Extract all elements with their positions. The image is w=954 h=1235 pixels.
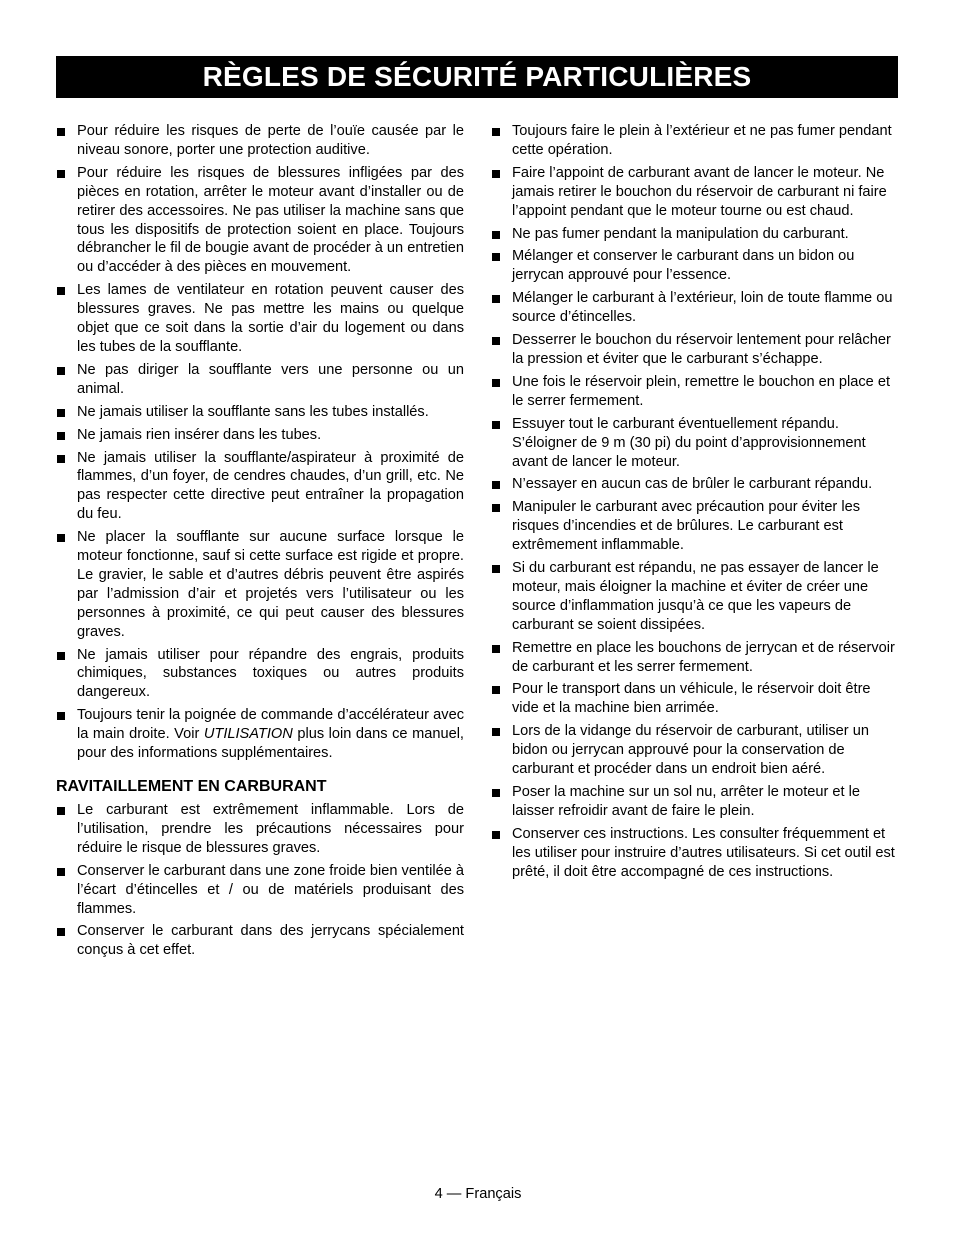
bullet-square-icon: [492, 831, 500, 839]
list-item-text: Manipuler le carburant avec précaution pour éviter les risques d’incendies et de brûlures. Le carburant est extrêmement inflammable.: [512, 499, 861, 554]
bullet-square-icon: [57, 287, 65, 295]
bullet-square-icon: [492, 295, 500, 303]
list-item: [491, 164, 898, 221]
section-heading-refueling: RAVITAILLEMENT EN CARBURANT: [56, 778, 327, 795]
list-item: [56, 426, 464, 445]
list-item-text: Si du carburant est répandu, ne pas essayer de lancer le moteur, mais éloigner la machine et éviter de créer une source d’inflammation jusqu’à ce que les vapeurs de carburant se soient dissipées.: [512, 560, 879, 633]
list-item-text: Les lames de ventilateur en rotation peuvent causer des blessures graves. Ne pas mettre les mains ou quelque objet que ce soit dans la sortie d’air du logement ou dans les tubes de la soufflante.: [77, 282, 464, 355]
list-item-text: Pour réduire les risques de perte de l’ouïe causée par le niveau sonore, porter une protection auditive.: [77, 123, 464, 158]
list-item: [491, 225, 898, 244]
bullet-square-icon: [57, 652, 65, 660]
utilisation-reference: UTILISATION: [203, 726, 293, 743]
list-item: [56, 646, 464, 703]
list-item: [56, 801, 464, 858]
list-item: [491, 475, 898, 494]
list-item: [491, 289, 898, 327]
list-item-text: Ne placer la soufflante sur aucune surface lorsque le moteur fonctionne, sauf si cette surface est rigide et propre. Le gravier, le sable et d’autres débris peuvent être aspirés par l’admission d’air et projetés vers l’utilisateur ou les personnes à proximité, ce qui peut causer des blessures graves.: [77, 529, 464, 640]
bullet-square-icon: [57, 367, 65, 375]
list-item: [56, 922, 464, 960]
list-item: [491, 639, 898, 677]
title-banner: [56, 56, 898, 98]
list-item: [56, 403, 464, 422]
bullet-square-icon: [57, 807, 65, 815]
list-item: [491, 498, 898, 555]
safety-list-right: [491, 122, 898, 882]
list-item: [491, 415, 898, 472]
list-item: [491, 825, 898, 882]
bullet-square-icon: [57, 534, 65, 542]
list-item: [56, 361, 464, 399]
refueling-list: [56, 801, 464, 960]
bullet-square-icon: [57, 868, 65, 876]
list-item: [56, 528, 464, 641]
list-item: [56, 862, 464, 919]
bullet-square-icon: [492, 789, 500, 797]
safety-list-left: [56, 122, 464, 763]
bullet-square-icon: [57, 432, 65, 440]
page-number: 4 — Français: [434, 1186, 522, 1202]
list-item-text: Conserver ces instructions. Les consulter fréquemment et les utiliser pour instruire d’autres utilisateurs. Si cet outil est prêté, il doit être accompagné de ces instructions.: [512, 825, 895, 880]
list-item: [56, 706, 464, 763]
list-item-text: Ne pas diriger la soufflante vers une personne ou un animal.: [77, 361, 464, 397]
list-item-text: Lors de la vidange du réservoir de carburant, utiliser un bidon ou jerrycan approuvé pour la conservation de carburant et procéder dans un endroit bien aéré.: [512, 723, 869, 778]
page-title: RÈGLES DE SÉCURITÉ PARTICULIÈRES: [202, 61, 752, 92]
list-item-text: Ne jamais rien insérer dans les tubes.: [77, 426, 322, 443]
bullet-square-icon: [492, 686, 500, 694]
bullet-square-icon: [57, 128, 65, 136]
bullet-square-icon: [492, 481, 500, 489]
list-item-text: Faire l’appoint de carburant avant de lancer le moteur. Ne jamais retirer le bouchon du réservoir de carburant ni faire l’appoint pendant que le moteur tourne ou est chaud.: [512, 164, 887, 219]
bullet-square-icon: [57, 455, 65, 463]
bullet-square-icon: [492, 253, 500, 261]
list-item: [491, 331, 898, 369]
bullet-square-icon: [492, 128, 500, 136]
list-item-text: Le carburant est extrêmement inflammable. Lors de l’utilisation, prendre les précautions nécessaires pour réduire le risque de blessures graves.: [77, 802, 464, 856]
list-item-text: plus loin dans ce manuel, pour des informations supplémentaires.: [77, 726, 464, 762]
list-item: [56, 122, 464, 160]
list-item: [491, 122, 898, 160]
list-item-text: Pour réduire les risques de blessures infligées par des pièces en rotation, arrêter le moteur avant d’installer ou de retirer des accessoires. Ne pas utiliser la machine sans que tous les dispositifs de protection soient en place. Toujours débrancher le fil de bougie avant de procéder à un entretien ou d’accéder à des pièces en mouvement.: [77, 164, 465, 276]
bullet-square-icon: [492, 728, 500, 736]
bullet-square-icon: [492, 565, 500, 573]
list-item-text: Pour le transport dans un véhicule, le réservoir doit être vide et la machine bien arrimée.: [512, 681, 871, 717]
bullet-square-icon: [492, 337, 500, 345]
list-item-text: Poser la machine sur un sol nu, arrêter le moteur et le laisser refroidir avant de faire le plein.: [512, 784, 860, 819]
bullet-square-icon: [492, 379, 500, 387]
list-item-text: Ne pas fumer pendant la manipulation du carburant.: [512, 225, 849, 242]
bullet-square-icon: [57, 928, 65, 936]
list-item-text: Ne jamais utiliser la soufflante sans les tubes installés.: [77, 403, 429, 420]
list-item-text: Ne jamais utiliser la soufflante/aspirateur à proximité de flammes, d’un foyer, de cendres chaudes, d’un grill, etc. Ne pas respecter cette directive peut entraîner la propagation du feu.: [77, 449, 464, 523]
page-footer: [0, 1186, 954, 1202]
bullet-square-icon: [492, 645, 500, 653]
list-item-text: Mélanger et conserver le carburant dans un bidon ou jerrycan approuvé pour l’essence.: [512, 248, 855, 284]
list-item: [491, 722, 898, 779]
list-item-text: Desserrer le bouchon du réservoir lentement pour relâcher la pression et éviter que le carburant s’échappe.: [512, 332, 891, 367]
list-item-text: N’essayer en aucun cas de brûler le carburant répandu.: [512, 476, 873, 493]
list-item: [491, 680, 898, 718]
bullet-square-icon: [492, 421, 500, 429]
list-item-text: Ne jamais utiliser pour répandre des engrais, produits chimiques, substances toxiques ou autres produits dangereux.: [77, 646, 464, 701]
list-item-text: Mélanger le carburant à l’extérieur, loin de toute flamme ou source d’étincelles.: [512, 290, 893, 326]
list-item: [491, 373, 898, 411]
bullet-square-icon: [57, 409, 65, 417]
bullet-square-icon: [492, 504, 500, 512]
bullet-square-icon: [492, 170, 500, 178]
list-item: [56, 164, 464, 277]
list-item: [491, 247, 898, 285]
right-column: [491, 122, 898, 886]
list-item: [491, 783, 898, 821]
list-item-text: Toujours faire le plein à l’extérieur et ne pas fumer pendant cette opération.: [512, 123, 892, 158]
bullet-square-icon: [492, 231, 500, 239]
bullet-square-icon: [57, 712, 65, 720]
list-item-text: Remettre en place les bouchons de jerrycan et de réservoir de carburant et les serrer fermement.: [512, 639, 895, 675]
list-item: [56, 449, 464, 525]
list-item-text: Essuyer tout le carburant éventuellement répandu. S’éloigner de 9 m (30 pi) du point d’approvisionnement avant de lancer le moteur.: [512, 415, 866, 470]
list-item: [56, 281, 464, 357]
left-column: [56, 122, 464, 964]
list-item-text: Conserver le carburant dans des jerrycans spécialement conçus à cet effet.: [77, 923, 464, 959]
list-item-text: Une fois le réservoir plein, remettre le bouchon en place et le serrer fermement.: [512, 373, 891, 409]
bullet-square-icon: [57, 170, 65, 178]
list-item: [491, 559, 898, 635]
list-item-text: Toujours tenir la poignée de commande d’accélérateur avec la main droite. Voir: [77, 707, 464, 743]
list-item-text: Conserver le carburant dans une zone froide bien ventilée à l’écart d’étincelles et / ou de matériels produisant des flammes.: [77, 862, 464, 917]
